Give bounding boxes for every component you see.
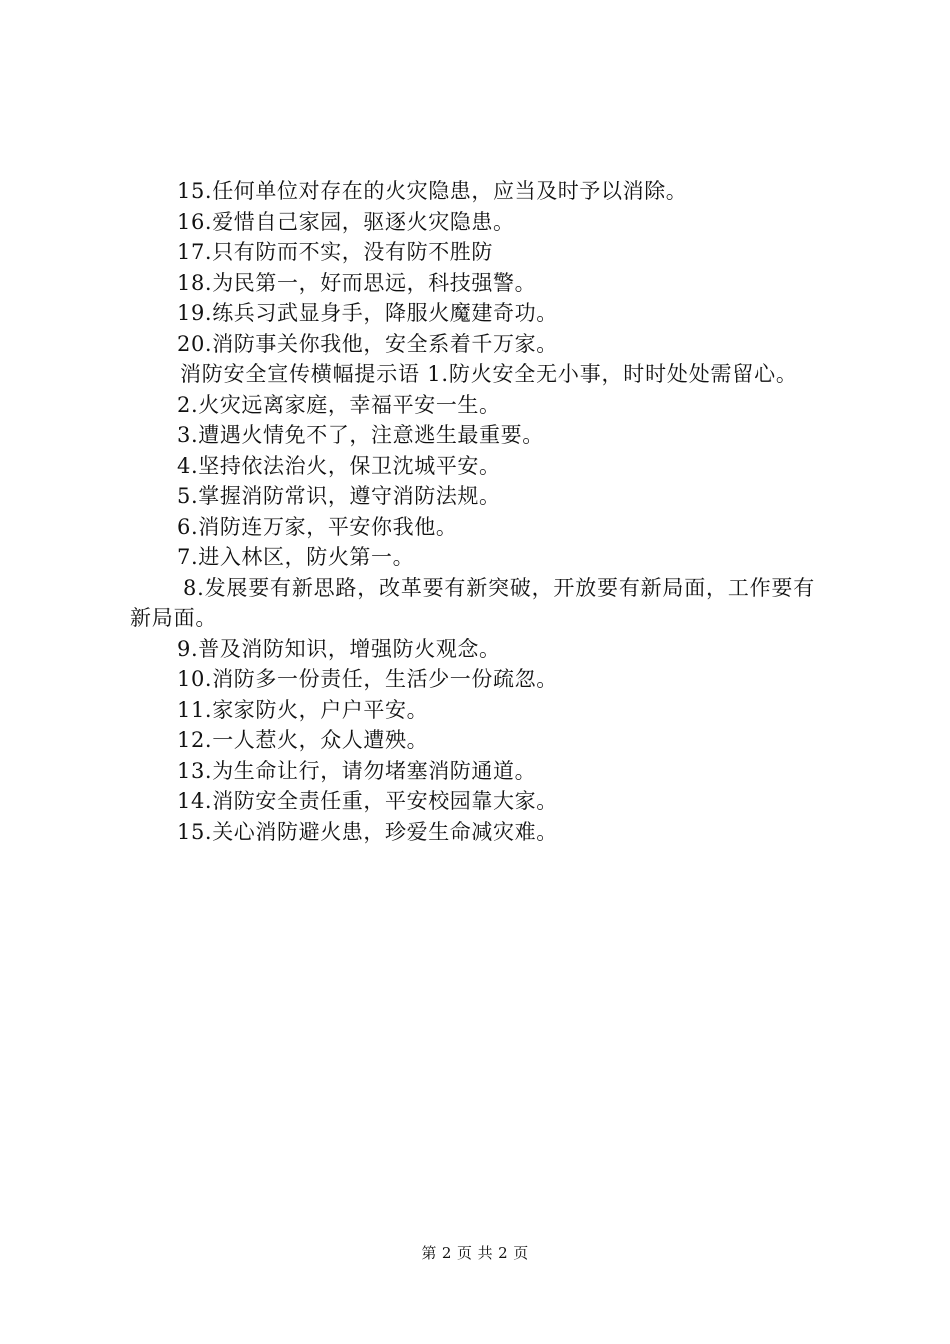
text-line-6: 20.消防事关你我他，安全系着千万家。 <box>177 331 558 356</box>
text-line-20: 14.消防安全责任重，平安校园靠大家。 <box>177 789 558 813</box>
text-line-16: 10.消防多一份责任，生活少一份疏忽。 <box>177 667 558 691</box>
text-paragraph-banner-heading: 消防安全宣传横幅提示语 1.防火安全无小事，时时处处需留心。 <box>180 362 798 386</box>
text-line-12: 6.消防连万家，平安你我他。 <box>177 514 458 539</box>
text-line-21: 15.关心消防避火患，珍爱生命减灾难。 <box>177 819 558 844</box>
text-line-9: 3.遭遇火情免不了，注意逃生最重要。 <box>177 423 544 447</box>
text-line-3: 17.只有防而不实，没有防不胜防 <box>177 240 493 264</box>
text-line-5: 19.练兵习武显身手，降服火魔建奇功。 <box>177 301 558 325</box>
document-body <box>130 176 830 847</box>
text-line-17: 11.家家防火，户户平安。 <box>177 697 429 722</box>
text-line-8: 2.火灾远离家庭，幸福平安一生。 <box>177 392 501 417</box>
text-line-15: 9.普及消防知识，增强防火观念。 <box>177 636 501 661</box>
page-number-footer: 第 2 页 共 2 页 <box>421 1244 529 1262</box>
text-line-11: 5.掌握消防常识，遵守消防法规。 <box>177 484 501 508</box>
text-line-19: 13.为生命让行，请勿堵塞消防通道。 <box>177 758 537 783</box>
text-line-4: 18.为民第一，好而思远，科技强警。 <box>177 270 537 295</box>
text-line-13: 7.进入林区，防火第一。 <box>177 545 415 569</box>
text-line-2: 16.爱惜自己家园，驱逐火灾隐患。 <box>177 209 515 234</box>
text-line-1: 15.任何单位对存在的火灾隐患，应当及时予以消除。 <box>177 179 688 203</box>
text-paragraph-8: 8.发展要有新思路，改革要有新突破，开放要有新局面，工作要有新局面。 <box>130 575 816 630</box>
text-line-10: 4.坚持依法治火，保卫沈城平安。 <box>177 453 501 478</box>
text-line-18: 12.一人惹火，众人遭殃。 <box>177 728 429 752</box>
